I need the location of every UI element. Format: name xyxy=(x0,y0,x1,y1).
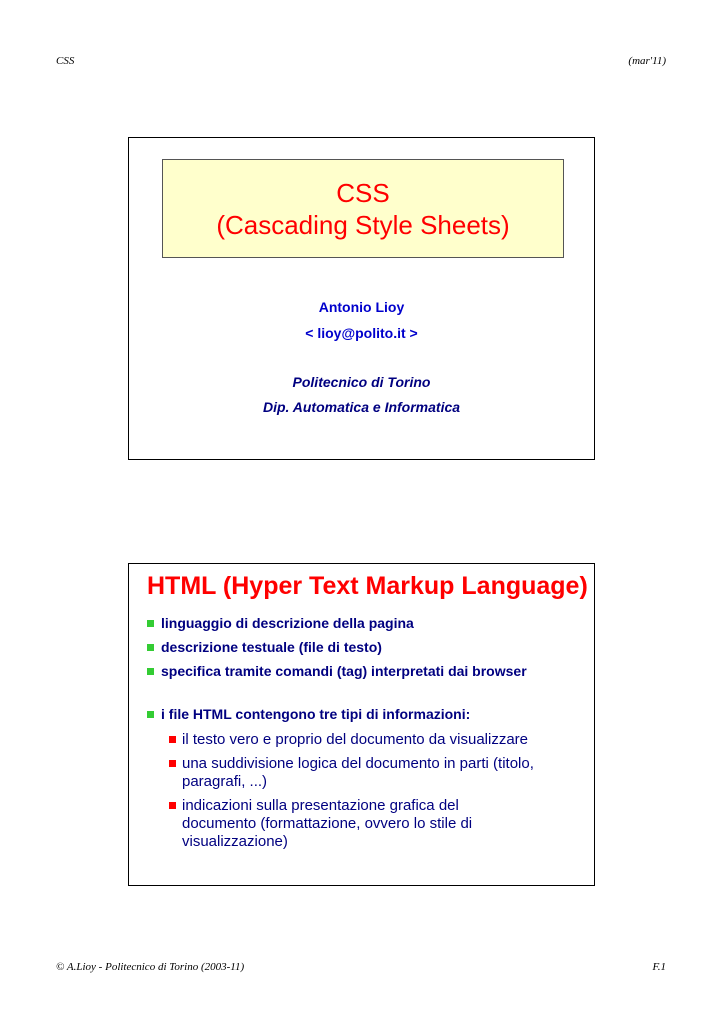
slide-1-title-line1: CSS xyxy=(336,177,390,208)
green-square-bullet-icon xyxy=(147,644,154,651)
sub-bullet-item xyxy=(169,797,519,851)
page-header-left: CSS xyxy=(56,55,75,67)
sub-bullet-text: una suddivisione logica del documento in parti (titolo, paragrafi, ...) xyxy=(182,755,534,790)
slide-2-title: HTML (Hyper Text Markup Language) xyxy=(147,572,588,600)
sub-bullet-text: indicazioni sulla presentazione grafica del documento (formattazione, ovvero lo stile di visualizzazione) xyxy=(182,797,473,850)
slide-2 xyxy=(128,563,595,886)
slide-1-title-box xyxy=(162,159,564,258)
bullet-text: i file HTML contengono tre tipi di informazioni: xyxy=(161,706,471,722)
author-email: < lioy@polito.it > xyxy=(305,325,418,341)
bullet-text: linguaggio di descrizione della pagina xyxy=(161,615,414,631)
page-footer-right: F.1 xyxy=(652,961,666,973)
bullet-item xyxy=(147,615,577,632)
bullet-item xyxy=(147,706,577,723)
green-square-bullet-icon xyxy=(147,711,154,718)
green-square-bullet-icon xyxy=(147,620,154,627)
sub-bullet-text: il testo vero e proprio del documento da visualizzare xyxy=(182,731,529,748)
red-square-bullet-icon xyxy=(169,760,176,767)
affiliation-department: Dip. Automatica e Informatica xyxy=(262,399,461,415)
bullet-text: specifica tramite comandi (tag) interpretati dai browser xyxy=(161,663,527,679)
bullet-item xyxy=(147,639,577,656)
slide-1 xyxy=(128,137,595,460)
bullet-item xyxy=(147,663,562,680)
slide-1-title-line2: (Cascading Style Sheets) xyxy=(216,209,510,240)
page-header-right: (mar'11) xyxy=(628,55,666,67)
sub-bullet-item xyxy=(169,755,587,791)
red-square-bullet-icon xyxy=(169,736,176,743)
page-footer-left: © A.Lioy - Politecnico di Torino (2003-11) xyxy=(56,961,245,973)
author-name: Antonio Lioy xyxy=(318,299,405,315)
green-square-bullet-icon xyxy=(147,668,154,675)
red-square-bullet-icon xyxy=(169,802,176,809)
affiliation-university: Politecnico di Torino xyxy=(292,374,431,390)
bullet-text: descrizione testuale (file di testo) xyxy=(161,639,382,655)
sub-bullet-item xyxy=(169,731,579,749)
